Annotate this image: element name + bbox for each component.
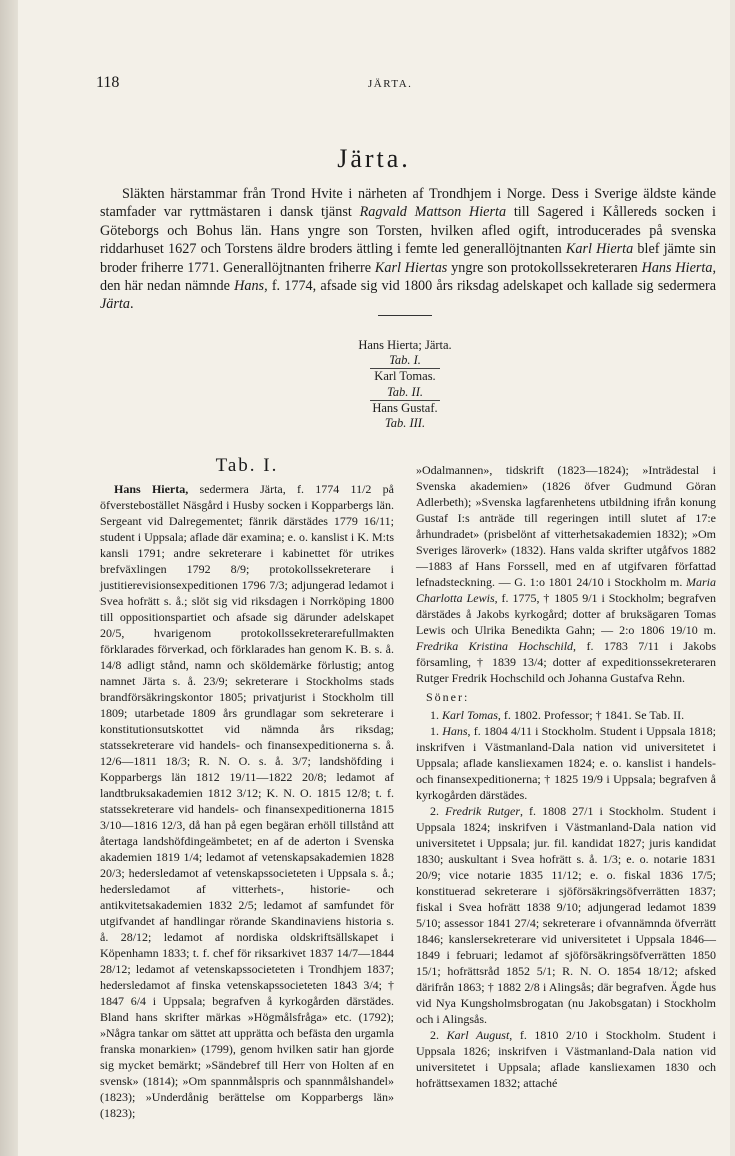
intro-name: Karl Hierta bbox=[565, 241, 634, 258]
intro-name: Hans bbox=[234, 278, 265, 295]
son-entry bbox=[416, 723, 716, 803]
intro-name: Ragvald Mattson Hierta bbox=[359, 204, 507, 221]
tab-heading: Tab. I. bbox=[215, 455, 279, 476]
intro-text: , den här nedan nämnde bbox=[100, 259, 716, 295]
spouse-name: Maria Charlotta Lewis bbox=[416, 575, 716, 605]
intro-text: , f. 1774, afsade sig vid 1800 års riksdag adelskapet och kallade sig sedermera bbox=[264, 278, 716, 295]
spouse-name: Fredrika Kristina Hochschild bbox=[416, 639, 574, 653]
biography-text: sedermera Järta, f. 1774 11/2 på öfverstebostället Näsgård i Husby socken i Kopparbergs län. Sergeant vid Dalregementet; fänrik därstädes 1779 16/11; student i Uppsala; aflade där examina; e. o. kanslist i K. M:ts kansli 1791; andre sekreterare i kabinettet för utrikes brefväxlingen 1792 8/9; protokollssekreterare i justitierevisionsexpeditionen 1796 7/3; adjungerad ledamot i Svea hofrätt s. å.; slöt sig vid riksdagen i Norrköping 1800 till oppositionspartiet och afsade sig därunder adelskapet 20/5, hvarigenom protokollssekreterarefullmakten förklarades förverkad, och förklarades han genom K. B. s. å. 14/8 adligt stånd, namn och sköldemärke förlustig; antog namnet Järta s. å. 23/9; sekreterare i Stockholms stads brandförsäkringskontor 1805; privatjurist i Stockholm till 1809; utarbetade 1809 års grundlagar som sekreterare i konstitutionsutskottet vid nämnda års riksdag; statssekreterare vid handels- och finansexpeditionerna s. å. 12/6—1811 18/3; R. N. O. s. å. 3/7; landshöfding i Kopparbergs län 1812 19/11—1822 20/8; ledamot af landtbruksakademien 1812 3/12; K. N. O. 1815 12/8; t. f. statssekreterare vid handels- och finansexpeditionerna 1815 3/10—1816 12/3, då han på egen begäran erhöll tillstånd att återtaga landshöfdingeämbetet; en af de aderton i Svenska akademien 1819 1/4; ledamot af vetenskapsakademien 1828 20/3; hedersledamot af vetenskapssocieteten i Uppsala s. å.; hedersledamot af vitterhets-, historie- och antikvitetsakademien 1832 2/5; ledamot af samfundet för utgifvandet af handlingar rörande Skandinaviens historia s. å. 28/12; ledamot af nordiska oldskriftsällskapet i Köpenhamn 1833; t. f. chef för riksarkivet 1837 14/7—1844 28/12; ledamot af vetenskapssocieteten i Trondhjem 1837; hedersledamot af finska vetenskapssocieteten 1843 3/4; † 1847 6/4 i Uppsala; begrafven å kyrkogården därstädes. Bland hans skrifter märkas »Högmålsfråga» etc. (1792); »Några tankar om sättet att upprätta och befästa den urgamla franska monarkien» (1799), genom hvilken satir han gjorde sig mycket bemärkt; »Sändebref till Herr von Holten af en svensk» (1814); »Om spannmålspris och spannmålshandel» (1823); »Underdånig berättelse om Kopparbergs län» (1823); bbox=[100, 482, 394, 1120]
generation-3-name: Hans Gustaf. bbox=[372, 400, 438, 415]
son-name: Karl Tomas bbox=[442, 708, 498, 722]
son-name: Fredrik Rutger bbox=[445, 804, 520, 818]
biography-continuation bbox=[416, 462, 716, 686]
book-page bbox=[18, 0, 730, 1156]
son-text: , f. 1804 4/11 i Stockholm. Student i Uppsala 1818; inskrifven i Västmanland-Dala nation vid universitetet i Uppsala; aflade kansliexamen 1824; e. o. kanslist i handels- och finansexpeditionerna; † 1825 19/9 i Uppsala; begrafven å kyrkogården därstädes. bbox=[416, 724, 716, 802]
continuation-text: , f. 1783 7/11 i Jakobs församling, † 1839 13/4; dotter af expeditionssekreteraren Rutger Fredrik Hochschild och Johanna Gustafva Rehn. bbox=[416, 639, 716, 685]
son-name: Hans bbox=[442, 724, 468, 738]
generation-2-tab: Tab. II. bbox=[386, 384, 423, 399]
son-number: 1. bbox=[430, 708, 442, 722]
son-number: 2. bbox=[430, 804, 446, 818]
generation-1-tab: Tab. I. bbox=[389, 353, 421, 368]
son-text: , f. 1802. Professor; † 1841. Se Tab. II. bbox=[497, 708, 685, 722]
intro-text: blef jämte sin broder friherre 1771. Generallöjtnanten friherre bbox=[100, 241, 716, 276]
son-text: , f. 1808 27/1 i Stockholm. Student i Uppsala 1824; inskrifven i Västmanland-Dala nation vid universitetet i Uppsala; jur. fil. kandidat 1827; juris kandidat 1830; auskultant i Svea hofrätt s. å. 1/3; e. o. notarie 1831 20/9; vice notarie 1835 11/12; e. o. fiskal 1836 17/5; konstituerad sekreterare i sjöförsäkringsöfverrätten 1837; fiskal i Svea hofrätt 1838 9/10; adjungerad ledamot 1839 5/10; assessor 1841 27/4; sekreterare i ofvannämnda öfverrätt 1846; kanslersekreterare vid universitetet i Uppsala 1846—1849 i februari; ledamot af sjöförsäkringsöfverrätten 1850 15/1; hofrättsråd 1852 5/1; R. N. O. 1854 18/12; afsked därifrån 1863; † 1882 2/8 i Alingsås; där begrafven. Ägde hus vid Nya Kungsholmsbrogatan (nu Jakobsgatan) i Stockholm och i Alingsås. bbox=[416, 804, 717, 1026]
intro-name: Hans Hierta bbox=[641, 259, 713, 276]
son-number: 2. bbox=[430, 1028, 447, 1042]
intro-text: till Sagered i Kållereds socken i Göteborgs och Bohus län. Hans yngre son Torsten, hvilken afled ogift, introducerades på svenska riddarhuset 1627 och Torstens äldre broders ättling i femte led generallöjtnanten bbox=[100, 204, 716, 258]
intro-name: Järta bbox=[100, 296, 130, 313]
page-header bbox=[96, 74, 720, 96]
son-name: Karl August bbox=[446, 1028, 510, 1042]
son-entry bbox=[416, 803, 716, 1027]
running-title: JÄRTA. bbox=[368, 78, 413, 90]
genealogy-tree bbox=[340, 338, 470, 431]
section-divider bbox=[378, 315, 432, 316]
son-entry bbox=[416, 707, 716, 723]
generation-3-tab: Tab. III. bbox=[384, 416, 426, 431]
biography-entry bbox=[100, 481, 394, 1121]
right-column bbox=[416, 462, 716, 1091]
continuation-text: »Odalmannen», tidskrift (1823—1824); »Inträdestal i Svenska akademien» (1826 öfver Gudmund Göran Adlerbeth); »Svenska lagfarenhetens utbildning ifrån konung Gustaf I:s anträde till regeringen intill slutet af 17:e århundradet» (prisbelönt af vitterhetsakademien 1832); »Om Sveriges läroverk» (1832). Hans valda skrifter utgåfvos 1882—1883 af Hans Forssell, med en af utgifvaren författad lefnadsteckning. — G. 1:o 1801 24/10 i Stockholm m. bbox=[416, 463, 716, 589]
page-number: 118 bbox=[96, 74, 120, 91]
generation-1-name: Hans Hierta; Järta. bbox=[358, 338, 452, 352]
intro-paragraph bbox=[100, 185, 716, 314]
intro-text: yngre son protokollssekreteraren bbox=[447, 259, 642, 276]
sons-heading: Söner: bbox=[426, 690, 470, 704]
left-column bbox=[100, 455, 394, 1121]
book-gutter bbox=[0, 0, 18, 1156]
intro-name: Karl Hiertas bbox=[374, 259, 448, 276]
continuation-text: , f. 1775, † 1805 9/1 i Stockholm; begrafven därstädes å Jakobs kyrkogård; dotter af bruksägaren Tomas Lewis och Ulrika Benedikta Gahn; — 2:o 1806 19/10 m. bbox=[416, 591, 716, 637]
son-number: 1. bbox=[430, 724, 443, 738]
generation-2-name: Karl Tomas. bbox=[374, 369, 436, 384]
intro-text: Släkten härstammar från Trond Hvite i närheten af Trondhjem i Norge. Dess i Sverige äldste kände stamfader var ryttmästaren i dansk tjänst bbox=[100, 186, 716, 221]
intro-text: . bbox=[129, 296, 134, 313]
family-title: Järta. bbox=[337, 144, 411, 173]
son-text: , f. 1810 2/10 i Stockholm. Student i Uppsala 1826; inskrifven i Västmanland-Dala nation vid universitetet i Uppsala; aflade kansliexamen 1830 och hofrättsexamen 1832; attaché bbox=[416, 1028, 716, 1090]
son-entry bbox=[416, 1027, 716, 1091]
person-name: Hans Hierta, bbox=[114, 482, 189, 496]
